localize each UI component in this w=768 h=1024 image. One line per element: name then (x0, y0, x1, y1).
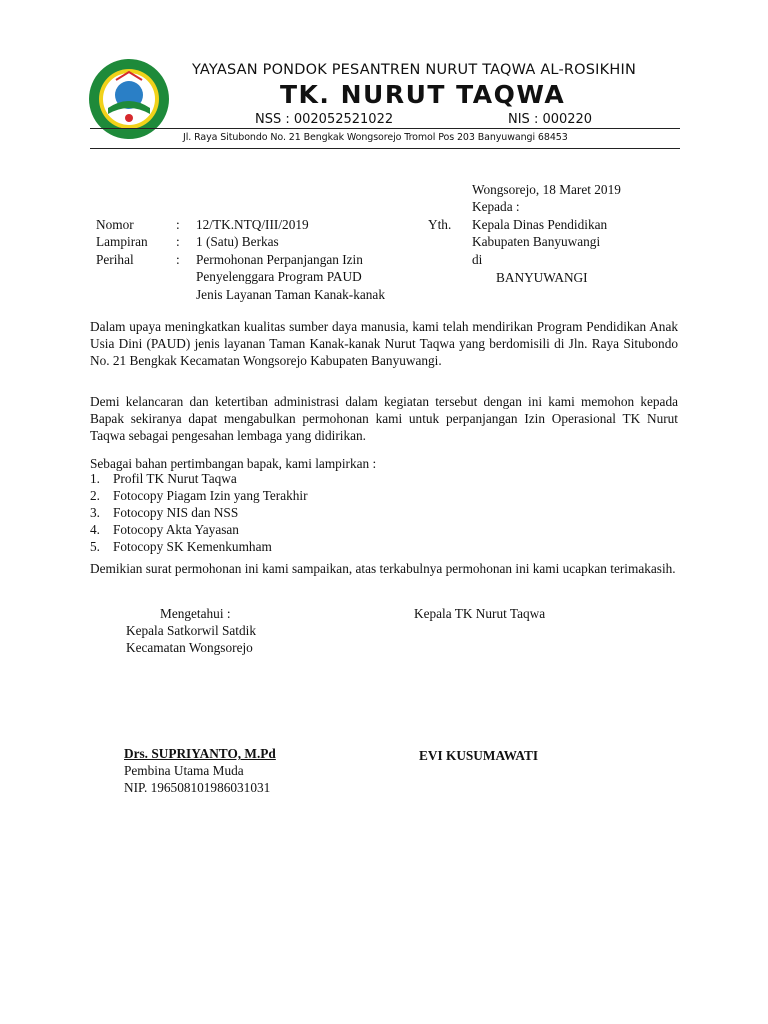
nomor-label: Nomor (96, 217, 134, 232)
attachments-intro: Sebagai bahan pertimbangan bapak, kami lampirkan : (90, 456, 377, 471)
list-item-number: 3. (90, 505, 100, 520)
right-signatory-name: EVI KUSUMAWATI (419, 748, 539, 763)
recipient-yth: Yth. (428, 217, 452, 232)
list-item-number: 1. (90, 471, 100, 486)
list-item (90, 504, 308, 521)
list-item-number: 2. (90, 488, 100, 503)
list-item (90, 521, 308, 538)
left-signature-title-2: Kecamatan Wongsorejo (126, 640, 253, 655)
perihal-label: Perihal (96, 252, 134, 267)
school-name: TK. NURUT TAQWA (280, 80, 566, 109)
recipient-line-4: BANYUWANGI (496, 270, 588, 285)
list-item-number: 5. (90, 539, 100, 554)
list-item-text: Fotocopy Akta Yayasan (113, 522, 239, 537)
letter-date: Wongsorejo, 18 Maret 2019 (472, 182, 621, 197)
attachments-list (90, 470, 308, 555)
left-signatory-name: Drs. SUPRIYANTO, M.Pd (124, 746, 276, 761)
perihal-line-1: Permohonan Perpanjangan Izin (196, 252, 363, 267)
body-paragraph-2: Demi kelancaran dan ketertiban administrasi dalam kegiatan tersebut dengan ini kami memohon kepada Bapak sekiranya dapat mengabulkan permohonan kami untuk perpanjangan Izin Operasional TK Nurut Taqwa sebagai pengesahan lembaga yang didirikan. (90, 394, 678, 443)
closing-paragraph: Demikian surat permohonan ini kami sampaikan, atas terkabulnya permohonan ini kami ucapkan terimakasih. (90, 561, 676, 576)
list-item (90, 538, 308, 555)
list-item (90, 487, 308, 504)
perihal-line-2: Penyelenggara Program PAUD (196, 269, 362, 284)
recipient-line-2: Kabupaten Banyuwangi (472, 234, 601, 249)
lampiran-label: Lampiran (96, 234, 148, 249)
list-item-text: Fotocopy SK Kemenkumham (113, 539, 272, 554)
recipient-line-3: di (472, 252, 483, 267)
letterhead-divider-top (90, 128, 680, 129)
right-signature-title: Kepala TK Nurut Taqwa (414, 606, 546, 621)
list-item-text: Fotocopy Piagam Izin yang Terakhir (113, 488, 308, 503)
lampiran-value: 1 (Satu) Berkas (196, 234, 279, 249)
nis-number: NIS : 000220 (508, 112, 593, 127)
left-signature-mengetahui: Mengetahui : (160, 606, 231, 621)
letterhead-divider-bottom (90, 148, 680, 149)
nomor-colon: : (176, 217, 180, 232)
nss-number: NSS : 002052521022 (255, 112, 394, 127)
perihal-colon: : (176, 252, 180, 267)
foundation-name: YAYASAN PONDOK PESANTREN NURUT TAQWA AL-ROSIKHIN (192, 62, 636, 78)
nomor-value: 12/TK.NTQ/III/2019 (196, 217, 309, 232)
left-signatory-rank: Pembina Utama Muda (124, 763, 244, 778)
left-signatory-nip: NIP. 196508101986031031 (124, 780, 271, 795)
list-item-text: Profil TK Nurut Taqwa (113, 471, 237, 486)
list-item-number: 4. (90, 522, 100, 537)
list-item (90, 470, 308, 487)
lampiran-colon: : (176, 234, 180, 249)
body-paragraph-1: Dalam upaya meningkatkan kualitas sumber daya manusia, kami telah mendirikan Program Pendidikan Anak Usia Dini (PAUD) jenis layanan Taman Kanak-kanak Nurut Taqwa yang berdomisili di Jln. Raya Situbondo No. 21 Bengkak Kecamatan Wongsorejo Kabupaten Banyuwangi. (90, 319, 678, 368)
list-item-text: Fotocopy NIS dan NSS (113, 505, 239, 520)
recipient-line-1: Kepala Dinas Pendidikan (472, 217, 608, 232)
perihal-line-3: Jenis Layanan Taman Kanak-kanak (196, 287, 385, 302)
school-address: Jl. Raya Situbondo No. 21 Bengkak Wongsorejo Tromol Pos 203 Banyuwangi 68453 (183, 132, 568, 143)
left-signature-title-1: Kepala Satkorwil Satdik (126, 623, 256, 638)
recipient-kepada: Kepada : (472, 199, 520, 214)
